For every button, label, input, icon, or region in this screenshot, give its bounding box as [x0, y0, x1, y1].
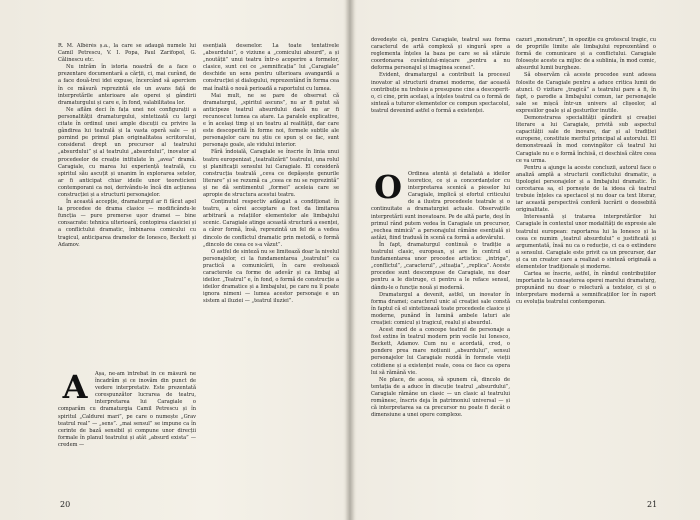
left-column-1-top: [58, 43, 196, 363]
page-number-left: 20: [60, 500, 71, 509]
paragraph: Pentru a ajunge la aceste concluzii, autorul face o analiză amplă a structurii conflictului dramatic, a tipologiei personajelor și a limbajului dramatic. În cercetarea sa, el pornește de la ideea că teatrul trebuie înțeles ca spectacol și nu doar ca text literar, iar această perspectivă conferă lucrării o deosebită originalitate.: [516, 164, 656, 214]
dropcap-letter: A: [62, 371, 88, 401]
paragraph: R. M. Albérès ș.a., la care se adaugă numele lui Camil Petrescu, V. I. Popa, Paul Zarifopol, G. Călinescu etc.: [58, 43, 196, 64]
dropcap-letter: O: [374, 171, 402, 201]
paragraph: Interesantă și tratarea interpretărilor lui Caragiale în contextul unor modalități de expresie ale teatrului european: raportarea lui la Ionesco și la ceea ce numim „teatrul absurdului” e justificată și argumentată, însă nu ca o reducție, ci ca o extindere a sensului. Caragiale este privit ca un precursor, dar și ca un creator care a realizat o sinteză originală a elementelor tradiționale și moderne.: [516, 214, 656, 270]
left-column-2: [203, 43, 339, 501]
paragraph: Dramaturgul a devenit, astfel, un inovator în forma dramei; caracterul unic al creației sale constă în faptul că el sintetizează toate procedeele clasice și moderne, punând în lumină ambele laturi ale creației: comicul și tragicul, realul și absurdul.: [371, 291, 510, 326]
paragraph: Mai mult, ne se pare de observat că dramaturgul, „spiritul ascuns”, nu ar fi putut să anticipeze teatrul absurdului dacă nu ar fi recunoscut lumea ca atare. La paralele explicative, e în același timp și un teatru al realității, dar care este descoperită în forme noi, formele subtile ale personajelor care nu știu ce spun și ce fac, sunt personaje goale, ale vidului interior.: [203, 92, 339, 149]
paragraph: În această accepție, dramaturgul ar fi făcut apel la procedee de drama clasice — modificându-le funcția — pure premerse ușor dramei — bine consacrate: tehnica ulterioară, contopirea clasiciei și a conflictului dramatic, îmbinarea comicului cu tragicul, anticiparea dramelor de Ionesco, Beckett și Adamov.: [58, 199, 196, 248]
paragraph: Fără îndoială, Caragiale se înscrie în linia unui teatru europenizat „teatralizării” teatrului, una rolul și planificaţii sensului lui Caragiale. El consideră construcția teatrală „ceva ce depășește genurile literare” și se rezumă ca „ceea ce nu se reprezintă” și ne dă sentimentul „formei” aceleia care se apropie de structura acestui teatru.: [203, 149, 339, 198]
paragraph: Acest mod de a concepe teatrul de personaje a fost extins în teatrul modern prin vocile lui Ionesco, Beckett, Adamov. Cum nu e acordată, cred, o pondere prea mare noțiunii „absurdului”, sensul personajelor lui Caragiale rezidă în formele vieții cotidiene și a existenței reale, ceea ce face ca opera lui să rămână vie.: [371, 327, 510, 376]
right-column-2: [516, 37, 656, 495]
paragraph: Să observăm că aceste procedee sunt adesea folosite de Caragiale pentru a aduce critica lumii de atunci. O vizitare „tragică” a teatrului pare a fi, în fapt, o parodie a limbajului comun, iar personajele sale se mișcă într-un univers al clișeelor, al expresiilor goale și al gesturilor inutile.: [516, 72, 656, 114]
dropcap-o-icon: [371, 171, 405, 201]
paragraph: Demonstrarea specialității gândirii și creației literare a lui Caragiale, privită sub aspectul capacității sale de inovare, dar și al tradiției europene, constituie meritul principal al autorului. El demonstrează în mod convingător că teatrul lui Caragiale nu e o formă închisă, ci deschisă către ceea ce va urma.: [516, 115, 656, 164]
paragraph: Ordinea atentă și detaliată a ideilor teoretice, ce și a concordanțelor cu interpretarea scenică a pieselor lui Caragiale, implică și efortul criticului de a ilustra procedeele teatrale și o continuitate a dramaturgiei actuale. Observațiile interpretării sunt inovatoare. Pe de altă parte, deși în primul rând putem vedea în Caragiale un precursor, „vechea mimică” a personajului rămâne esențială și astăzi, fiind tradusă în scenă ca formă a adevărului.: [371, 171, 510, 241]
paragraph: În fapt, dramaturgul continuă o tradiție a teatrului clasic, european, și are în centrul ei fundamentarea unor procedee artistice: „intriga”, „conflictul”, „caracterul”, „situația”, „replica”. Aceste procedee sunt descompuse de Caragiale, nu doar pentru a le distruge, ci pentru a le reface sensul, dându-le o funcție nouă și modernă.: [371, 241, 510, 291]
paragraph: O astfel de sinteză nu se limitează doar la nivelul personajelor, ci la fundamentarea „teatrului” ca practică a comunicării, în care evoluează caracterele ca forme de adevăr și ca limbaj al ideilor. „Teatrul” e, în fond, o formă de construcție a ideilor dramatice și a limbajului, pe care nu îl poate ignora nimeni — lumea acestor personaje e un sistem al iluziei — „teatrul iluziei”.: [203, 248, 339, 305]
right-column-1-bottom: [371, 171, 510, 495]
left-column-1-bottom: [58, 371, 196, 501]
page-number-right: 21: [647, 500, 658, 509]
paragraph: dovedește că, pentru Caragiale, teatrul sau forma caracterul de artă complexă și singură spre a reglementa înțeles la baza pe care se să stăruie coordonarea cuvântului-mișcare „pentru a nu deforma personajul și imaginea scenei”.: [371, 37, 510, 72]
paragraph: Conținutul respectiv adăugat a condiționat în teatru, a cărei acceptare a fost da limitarea arbitrară a relațiilor elementelor ale limbajului scenic. Caragiale atinge această structură a esenței, a căror formă, însă, reprezintă un fel de a vedea dincolo de conflictul dramatic prin metodă, o formă „dincolo de ceea ce s-a văzut”.: [203, 199, 339, 248]
paragraph: Evident, dramaturgul a contribuit la procesul inovator al structurii dramei moderne, dar această contribuție nu trebuie a presupune cine a descoperit-o, ci cine, prin același, a înțeles teatrul ca o formă de sinteză a tuturor elementelor ce compun spectacolul, teatrul devenind astfel o formă a existenței.: [371, 72, 510, 114]
paragraph: esențială desenelor. La toate tentativele „absurdului”, o viziune a „comicului absurd”, a și „noutății” unui teatru într-o acoperire a formelor, clasice, sunt cei ce „semnificația” lui „Caragiale” deschide un sens pentru ulterioara avangardă a construcției și dialogului, reprezentând în forma cea mai înaltă o nouă perioadă a raportului cu lumea.: [203, 43, 339, 92]
paragraph: Ne place, de aceea, să spunem că, dincolo de tentația de a aduce în discuție teatrul „absurdului”, Caragiale rămâne un clasic — un clasic al teatrului românesc, înscris deja în patrimoniul universal — și că interpretarea sa ca precursor nu poate fi decât o dimensiune a unei opere complexe.: [371, 376, 510, 419]
dropcap-a-icon: [58, 371, 92, 401]
paragraph: cazuri „monstrum”, în opoziție cu grotescul tragic, cu de propriile limite ale limbajului reprezentând o formă de comunicare și a conflictului. Caragiale folosește aceste ca mijloc de a sublinia, în mod comic, absurdul lumii burgheze.: [516, 37, 656, 72]
right-column-1-top: [371, 37, 510, 167]
paragraph: Nu intrăm în istoria noastră de a face o prezentare documentară a cărții, ci, mai curând, de a face două-trei idei expuse, încercând să aperciem în ce măsură reprezintă ele un avans față de interpretările anterioare ale operei și gândirii dramaturgului și care e, în fond, valabilitatea lor.: [58, 64, 196, 106]
book-gutter: [345, 0, 355, 520]
paragraph: Așa, ne-am întrebat în ce măsură ne încadrăm și ce inovăm din punct de vedere interpretativ. Este prezentată corespunzător lucrarea de teatru, interpretarea lui Caragiale o comparăm cu dramaturgia Camil Petrescu și în spiritul „Caldurei mari”, pe care o numește „Grav teatrul real” — „sens”. „mai sensul” se impune ca în cerinte de bază sensibil și compune unor direcții formale în planul teatrului și atât „absurd exista” — credem —: [58, 371, 196, 448]
dropcap-o: [371, 171, 405, 201]
paragraph: Ne aflăm deci în fața unei noi configurații a personalității dramaturgului, sintetizată cu largi citate în ordinul unei ample discuții cu privire la gândirea lui teatrală și la vasta operă sale — și pornind pe primul plan originalitatea scriitorului, considerat drept un precursor al teatrului „absurdului” și al teatrului „absurdului”, inovator al procedeelor de creație intitulate în „avea” dramă. Caragiale, cu marea lui experiență teatrală, cu spiritul său ascuțit și unanim în explorarea setelor, ar fi anticipat chiar ideile unor teoreticieni contemporani ca noi, derivându-le încă din acțiunea construcției și a structurii personajelor.: [58, 106, 196, 198]
paragraph: Cartea se înscrie, astfel, în rândul contribuțiilor importante la cunoașterea operei marelui dramaturg, propunând nu doar o relectură a textelor, ci și o interpretare modernă a semnificațiilor lor în raport cu evoluția teatrului contemporan.: [516, 271, 656, 306]
dropcap-a: [58, 371, 92, 401]
